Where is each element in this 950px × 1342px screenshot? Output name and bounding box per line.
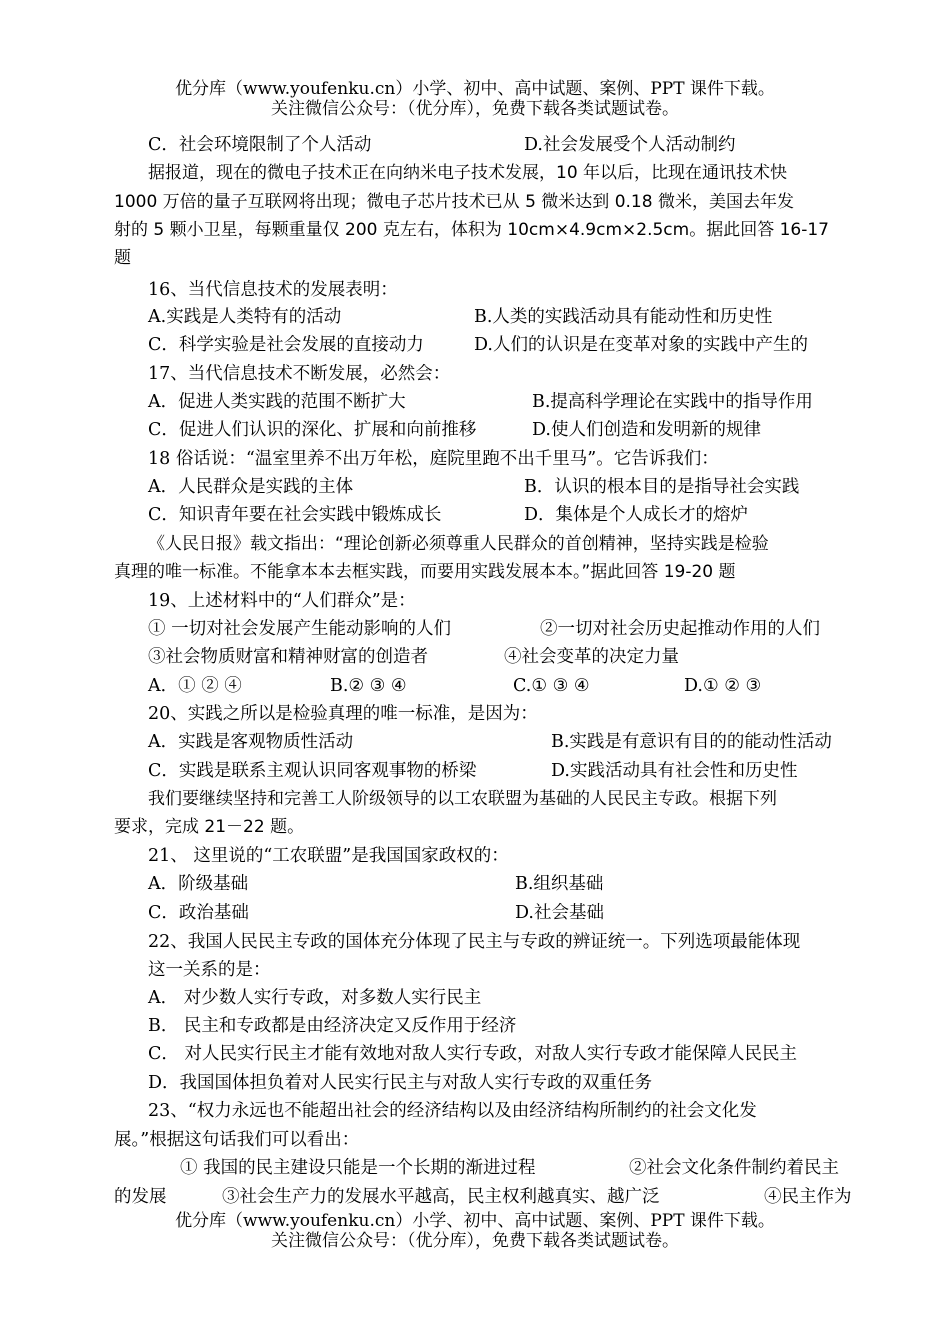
q21-option-c: C．政治基础 [148,903,249,923]
q18-option-c: C．知识青年要在社会实践中锻炼成长 [148,505,442,525]
q15-option-d: D.社会发展受个人活动制约 [524,135,736,155]
q22-stem-line-1: 22、我国人民民主专政的国体充分体现了民主与专政的辨证统一。下列选项最能体现 [148,932,801,952]
q19-item-4: ④社会变革的决定力量 [504,647,679,667]
q16-option-d: D.人们的认识是在变革对象的实践中产生的 [474,335,808,355]
q18-option-b: B．认识的根本目的是指导社会实践 [524,477,800,497]
q19-option-b: B.② ③ ④ [330,676,407,696]
q17-option-a: A．促进人类实践的范围不断扩大 [148,392,406,412]
q19-option-a: A．① ② ④ [148,676,242,696]
q22-option-a: A． 对少数人实行专政，对多数人实行民主 [148,988,482,1008]
header-line-1: 优分库（www.youfenku.cn）小学、初中、高中试题、案例、PPT 课件下载。 [175,79,775,99]
q19-item-1: ① 一切对社会发展产生能动影响的人们 [148,619,452,639]
q19-option-d: D.① ② ③ [684,676,762,696]
q21-stem: 21、 这里说的“工农联盟”是我国国家政权的： [148,846,509,866]
q21-option-b: B.组织基础 [515,874,604,894]
q23-item-4: ④民主作为 [764,1187,852,1207]
q22-option-d: D．我国国体担负着对人民实行民主与对敌人实行专政的双重任务 [148,1073,653,1093]
q17-option-d: D.使人们创造和发明新的规律 [532,420,761,440]
q18-option-a: A．人民群众是实践的主体 [148,477,354,497]
q23-stem-line-2: 展。”根据这句话我们可以看出： [114,1130,360,1150]
q23-item-2-cont: 的发展 [114,1187,167,1207]
q15-option-c: C．社会环境限制了个人活动 [148,135,372,155]
q20-option-c: C．实践是联系主观认识同客观事物的桥梁 [148,761,477,781]
q21-option-a: A．阶级基础 [148,874,249,894]
q20-option-d: D.实践活动具有社会性和历史性 [551,761,798,781]
q22-option-c: C． 对人民实行民主才能有效地对敌人实行专政，对敌人实行专政才能保障人民民主 [148,1044,797,1064]
q19-item-3: ③社会物质财富和精神财富的创造者 [148,647,428,667]
q22-stem-line-2: 这一关系的是： [148,960,271,980]
q18-option-d: D．集体是个人成长才的熔炉 [524,505,749,525]
q19-item-2: ②一切对社会历史起推动作用的人们 [540,619,820,639]
q23-item-3: ③社会生产力的发展水平越高，民主权利越真实、越广泛 [222,1187,660,1207]
q20-stem: 20、实践之所以是检验真理的唯一标准，是因为： [148,704,538,724]
passage-1-line-1: 据报道，现在的微电子技术正在向纳米电子技术发展，10 年以后，比现在通讯技术快 [148,163,788,183]
footer-line-2: 关注微信公众号：（优分库），免费下载各类试题试卷。 [271,1231,679,1251]
passage-1-line-3: 射的 5 颗小卫星，每颗重量仅 200 克左右，体积为 10cm×4.9cm×2.5cm。据此回答 16-17 [114,220,829,240]
q23-stem-line-1: 23、“权力永远也不能超出社会的经济结构以及由经济结构所制约的社会文化发 [148,1101,757,1121]
q22-option-b: B． 民主和专政都是由经济决定又反作用于经济 [148,1016,517,1036]
q17-stem: 17、当代信息技术不断发展，必然会： [148,364,451,384]
q19-option-c: C.① ③ ④ [513,676,590,696]
footer-line-1: 优分库（www.youfenku.cn）小学、初中、高中试题、案例、PPT 课件下载。 [175,1211,775,1231]
passage-1-line-2: 1000 万倍的量子互联网将出现；微电子芯片技术已从 5 微米达到 0.18 微米，美国去年发 [114,192,794,212]
q17-option-c: C．促进人们认识的深化、扩展和向前推移 [148,420,477,440]
passage-2-line-1: 《人民日报》载文指出：“理论创新必须尊重人民群众的首创精神，坚持实践是检验 [148,534,769,554]
passage-3-line-1: 我们要继续坚持和完善工人阶级领导的以工农联盟为基础的人民民主专政。根据下列 [148,789,777,809]
q23-item-2: ②社会文化条件制约着民主 [629,1158,839,1178]
passage-3-line-2: 要求，完成 21－22 题。 [114,817,305,837]
q23-item-1: ① 我国的民主建设只能是一个长期的渐进过程 [180,1158,536,1178]
q16-option-b: B.人类的实践活动具有能动性和历史性 [474,307,773,327]
q16-option-a: A.实践是人类特有的活动 [148,307,342,327]
q17-option-b: B.提高科学理论在实践中的指导作用 [532,392,813,412]
q20-option-a: A．实践是客观物质性活动 [148,732,354,752]
q19-stem: 19、上述材料中的“人们群众”是： [148,591,416,611]
q16-option-c: C．科学实验是社会发展的直接动力 [148,335,424,355]
header-line-2: 关注微信公众号：（优分库），免费下载各类试题试卷。 [271,99,679,119]
q21-option-d: D.社会基础 [515,903,604,923]
q18-stem: 18 俗话说：“温室里养不出万年松，庭院里跑不出千里马”。它告诉我们： [148,449,719,469]
q16-stem: 16、当代信息技术的发展表明： [148,280,398,300]
q20-option-b: B.实践是有意识有目的的能动性活动 [551,732,832,752]
passage-1-line-4: 题 [114,248,131,268]
passage-2-line-2: 真理的唯一标准。不能拿本本去框实践，而要用实践发展本本。”据此回答 19-20 题 [114,562,736,582]
